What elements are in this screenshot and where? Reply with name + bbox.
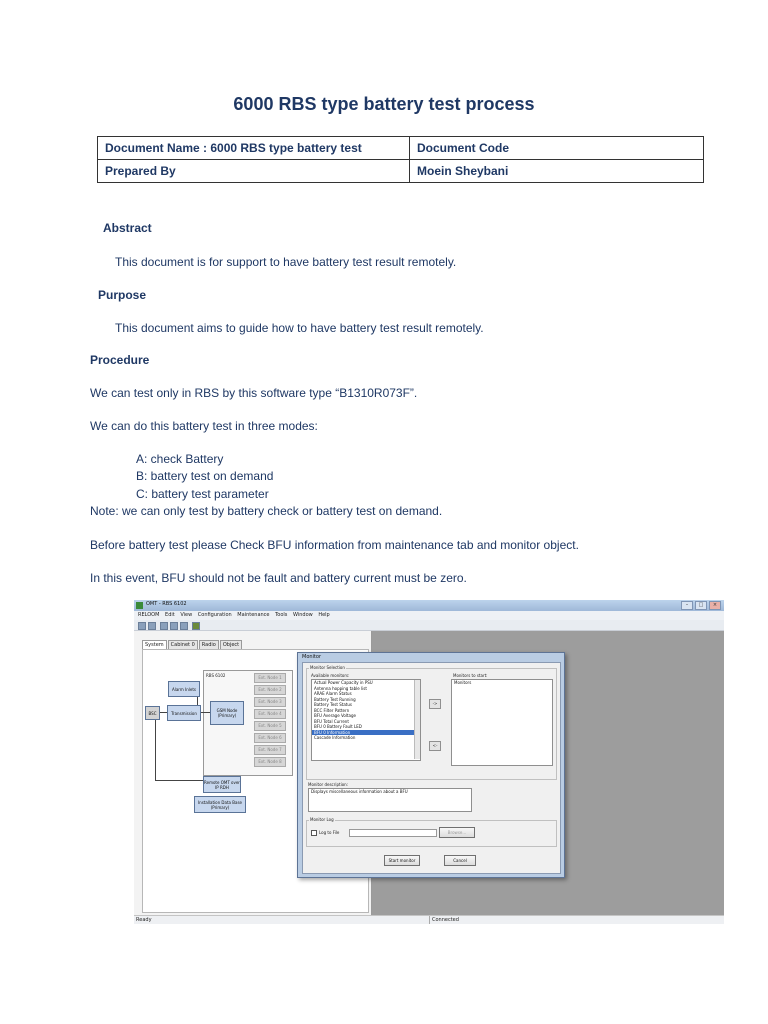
menu-item[interactable]: Help — [318, 612, 330, 618]
document-info-table — [97, 136, 704, 183]
menu-item[interactable]: Maintenance — [237, 612, 270, 618]
monitor-dialog — [297, 652, 565, 878]
list-item[interactable]: Antenna hopping table list — [314, 685, 367, 691]
list-item[interactable]: BCC Filter Pattern — [314, 707, 350, 713]
purpose-heading: Purpose — [98, 288, 147, 302]
tab-radio[interactable]: Radio — [199, 640, 219, 649]
start-monitor-button[interactable]: Start monitor — [384, 855, 420, 866]
procedure-heading: Procedure — [90, 353, 150, 367]
add-monitor-button[interactable]: -> — [429, 699, 441, 709]
monitors-to-start-label: Monitors to start: — [453, 673, 488, 678]
cancel-button[interactable]: Cancel — [444, 855, 476, 866]
maximize-button[interactable]: □ — [695, 601, 707, 610]
document-code-cell: Document Code — [410, 137, 704, 160]
group-label: Monitor Selection — [310, 665, 345, 670]
list-item[interactable]: BFU Average Voltage — [314, 713, 356, 718]
status-left: Ready — [136, 917, 152, 923]
bsc-node[interactable]: BSC — [145, 706, 160, 720]
omt-screenshot — [134, 600, 724, 924]
tool-icon[interactable] — [160, 622, 168, 630]
ext-node[interactable]: Ext. Node 6 — [254, 733, 286, 743]
group-label: Monitor Log — [310, 817, 334, 822]
connector — [155, 718, 156, 780]
list-item: C: battery test parameter — [136, 487, 269, 501]
available-monitors-label: Available monitors: — [311, 673, 350, 678]
menu-item[interactable]: Window — [293, 612, 313, 618]
monitor-icon[interactable] — [192, 622, 200, 630]
software-type-line: We can test only in RBS by this software type “B1310R073F”. — [90, 386, 418, 400]
status-bar — [134, 915, 724, 924]
ext-node[interactable]: Ext. Node 2 — [254, 685, 286, 695]
gsm-node[interactable]: GSM Node (Primary) — [210, 701, 244, 725]
status-right: Connected — [432, 917, 459, 923]
list-item: A: check Battery — [136, 452, 224, 466]
ext-node[interactable]: Ext. Node 4 — [254, 709, 286, 719]
list-item[interactable]: Battery Test Running — [314, 696, 356, 702]
table-row — [98, 137, 704, 160]
prepared-by-cell: Prepared By — [98, 160, 410, 183]
condition-line: In this event, BFU should not be fault and battery current must be zero. — [90, 571, 467, 585]
monitors-to-start-list[interactable] — [451, 679, 553, 766]
list-item[interactable]: Cascade Information — [314, 735, 356, 740]
transmission-node[interactable]: Transmission — [167, 705, 201, 721]
toolbar — [134, 620, 724, 631]
remove-monitor-button[interactable]: <- — [429, 741, 441, 751]
window-title: OMT - RBS 6102 — [146, 601, 187, 607]
instruction-line: Before battery test please Check BFU information from maintenance tab and monitor object. — [90, 538, 579, 552]
document-title: 6000 RBS type battery test process — [233, 94, 535, 114]
list-item[interactable]: Monitors — [454, 680, 472, 685]
installation-db-node[interactable]: Installation Data Base (Primary) — [194, 796, 246, 813]
tab-system[interactable]: System — [142, 640, 167, 649]
monitor-description-box — [308, 788, 472, 812]
list-item[interactable]: Battery Test Status — [314, 702, 352, 707]
browse-button[interactable]: Browse... — [439, 827, 475, 838]
alarm-inlets-node[interactable]: Alarm Inlets — [168, 681, 200, 697]
modes-intro: We can do this battery test in three modes: — [90, 419, 318, 433]
author-cell: Moein Sheybani — [410, 160, 704, 183]
status-divider — [429, 916, 430, 924]
document-name-cell: Document Name : 6000 RBS type battery test — [98, 137, 410, 160]
menu-bar — [134, 611, 724, 620]
grid-icon[interactable] — [170, 622, 178, 630]
remote-omt-node[interactable]: Remote OMT over IP RDH — [203, 776, 241, 793]
list-item[interactable]: BFU 0 Battery Fault LED — [314, 724, 362, 729]
connector — [159, 712, 167, 713]
note-line: Note: we can only test by battery check or battery test on demand. — [90, 504, 443, 518]
log-to-file-checkbox[interactable] — [311, 830, 317, 836]
log-file-path-input[interactable] — [349, 829, 437, 837]
list-item-selected[interactable]: BFU 0 Information — [312, 730, 420, 736]
menu-item[interactable]: View — [180, 612, 193, 618]
abstract-heading: Abstract — [103, 221, 152, 235]
list-item[interactable]: ARAE Alarm Status — [314, 691, 352, 696]
monitor-description-label: Monitor description: — [308, 782, 349, 787]
purpose-text: This document aims to guide how to have battery test result remotely. — [115, 321, 484, 335]
list-item[interactable]: Actual Power Capacity in PSU — [314, 680, 373, 685]
ext-node[interactable]: Ext. Node 3 — [254, 697, 286, 707]
tab-object[interactable]: Object — [220, 640, 242, 649]
available-list-scrollbar[interactable] — [414, 680, 420, 759]
menu-item[interactable]: RELOOM — [138, 612, 160, 618]
available-monitors-list[interactable] — [311, 679, 421, 761]
connect-icon[interactable] — [138, 622, 146, 630]
menu-item[interactable]: Tools — [275, 612, 288, 618]
rbs-label: RBS 6102 — [206, 673, 226, 678]
dialog-title: Monitor — [302, 654, 322, 660]
minimize-button[interactable]: – — [681, 601, 693, 610]
monitor-description-text: Displays miscellaneous information about a BFU — [311, 789, 408, 794]
menu-item[interactable]: Configuration — [197, 612, 232, 618]
list-item[interactable]: BFU Total Current — [314, 718, 349, 724]
menu-item[interactable]: Edit — [165, 612, 175, 618]
list-item: B: battery test on demand — [136, 469, 274, 483]
view-icon[interactable] — [180, 622, 188, 630]
abstract-text: This document is for support to have battery test result remotely. — [115, 255, 457, 269]
close-button[interactable]: × — [709, 601, 721, 610]
table-row — [98, 160, 704, 183]
app-icon — [136, 602, 143, 609]
ext-node[interactable]: Ext. Node 5 — [254, 721, 286, 731]
ext-node[interactable]: Ext. Node 7 — [254, 745, 286, 755]
tab-cabinet[interactable]: Cabinet 0 — [168, 640, 198, 649]
ext-node[interactable]: Ext. Node 8 — [254, 757, 286, 767]
window-titlebar — [134, 600, 724, 611]
log-to-file-label: Log to File — [319, 830, 340, 835]
ext-node[interactable]: Ext. Node 1 — [254, 673, 286, 683]
disconnect-icon[interactable] — [148, 622, 156, 630]
